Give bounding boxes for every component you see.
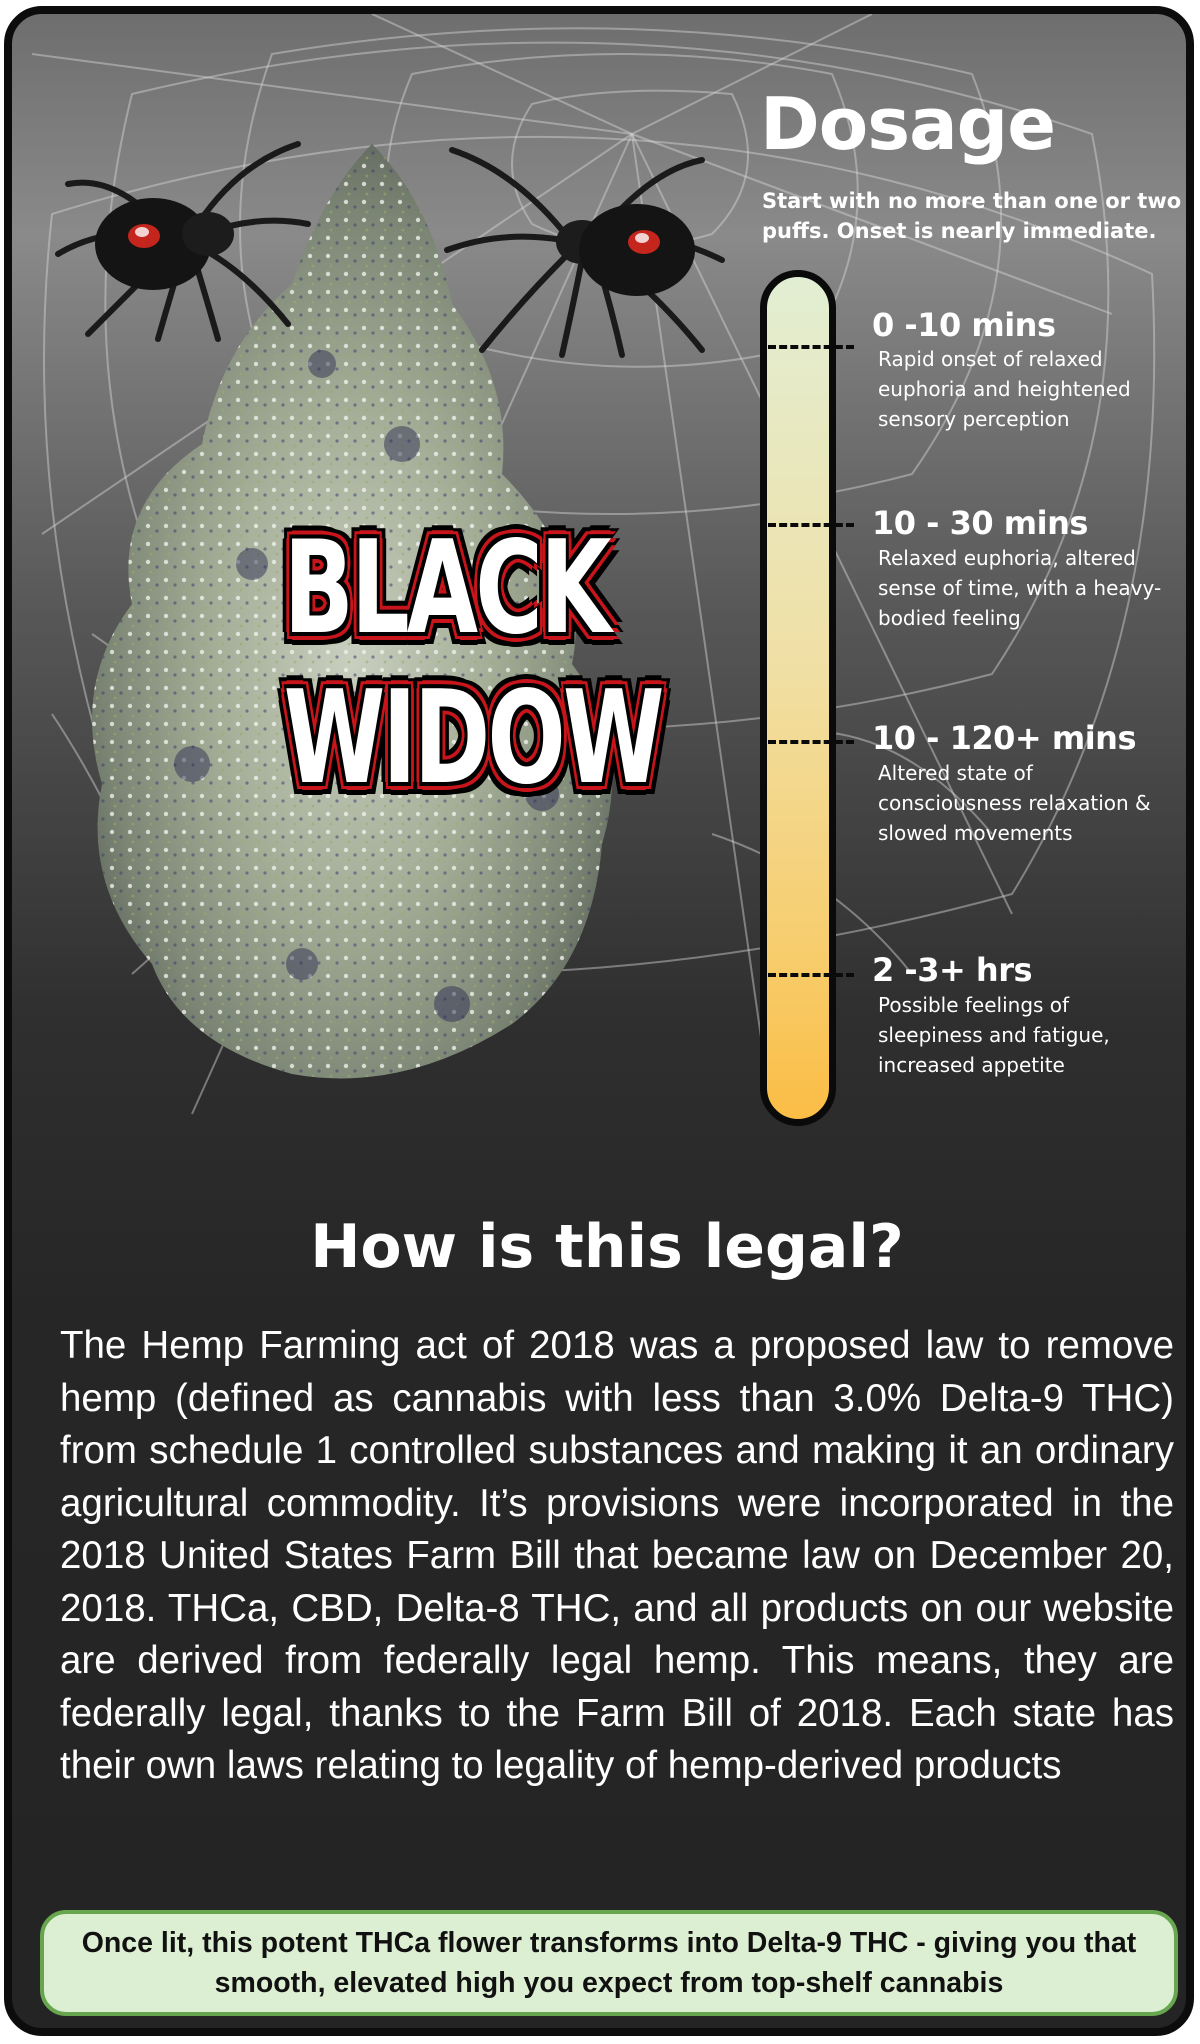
product-card: [4, 6, 1194, 2036]
stage-2-description: Relaxed euphoria, altered sense of time, with a heavy-bodied feeling: [878, 546, 1162, 630]
timeline-tick-4: [768, 973, 854, 977]
stage-4-description: Possible feelings of sleepiness and fatigue, increased appetite: [878, 993, 1110, 1077]
stage-3-description: Altered state of consciousness relaxation & slowed movements: [878, 761, 1151, 845]
stage-1-description: Rapid onset of relaxed euphoria and heightened sensory perception: [878, 347, 1131, 431]
dosage-subtitle: Start with no more than one or two puffs. Onset is nearly immediate.: [762, 189, 1182, 243]
logo-line-2: WIDOW: [283, 664, 662, 813]
stage-1-time: 0 -10 mins: [872, 306, 1056, 344]
stage-3-time: 10 - 120+ mins: [872, 719, 1136, 757]
timeline-tick-2: [768, 523, 854, 527]
thca-info-banner: [40, 1910, 1178, 2016]
stage-4-time: 2 -3+ hrs: [872, 951, 1033, 989]
dosage-timeline-bar: [760, 270, 836, 1126]
dosage-title: Dosage: [760, 82, 1056, 166]
spider-right-icon: [432, 130, 732, 360]
logo-line-1: BLACK: [283, 514, 609, 663]
timeline-tick-1: [768, 345, 854, 349]
stage-2-time: 10 - 30 mins: [872, 504, 1088, 542]
banner-text: Once lit, this potent THCa flower transforms into Delta-9 THC - giving you that smooth, elevated high you expect from top-shelf cannabis: [81, 1927, 1137, 1999]
timeline-tick-3: [768, 740, 854, 744]
spider-left-icon: [48, 124, 318, 344]
legal-heading: How is this legal?: [310, 1212, 904, 1282]
legal-body-text: The Hemp Farming act of 2018 was a proposed law to remove hemp (defined as cannabis with less than 3.0% Delta-9 THC) from schedule 1 controlled substances and making it an ordinary agricultural commodity. It’s provisions were incorporated in the 2018 United States Farm Bill that became law on December 20, 2018. THCa, CBD, Delta-8 THC, and all products on our website are derived from federally legal hemp. This means, they are federally legal, thanks to the Farm Bill of 2018. Each state has their own laws relating to legality of hemp-derived products: [60, 1324, 1174, 1787]
product-logo: [222, 514, 662, 814]
